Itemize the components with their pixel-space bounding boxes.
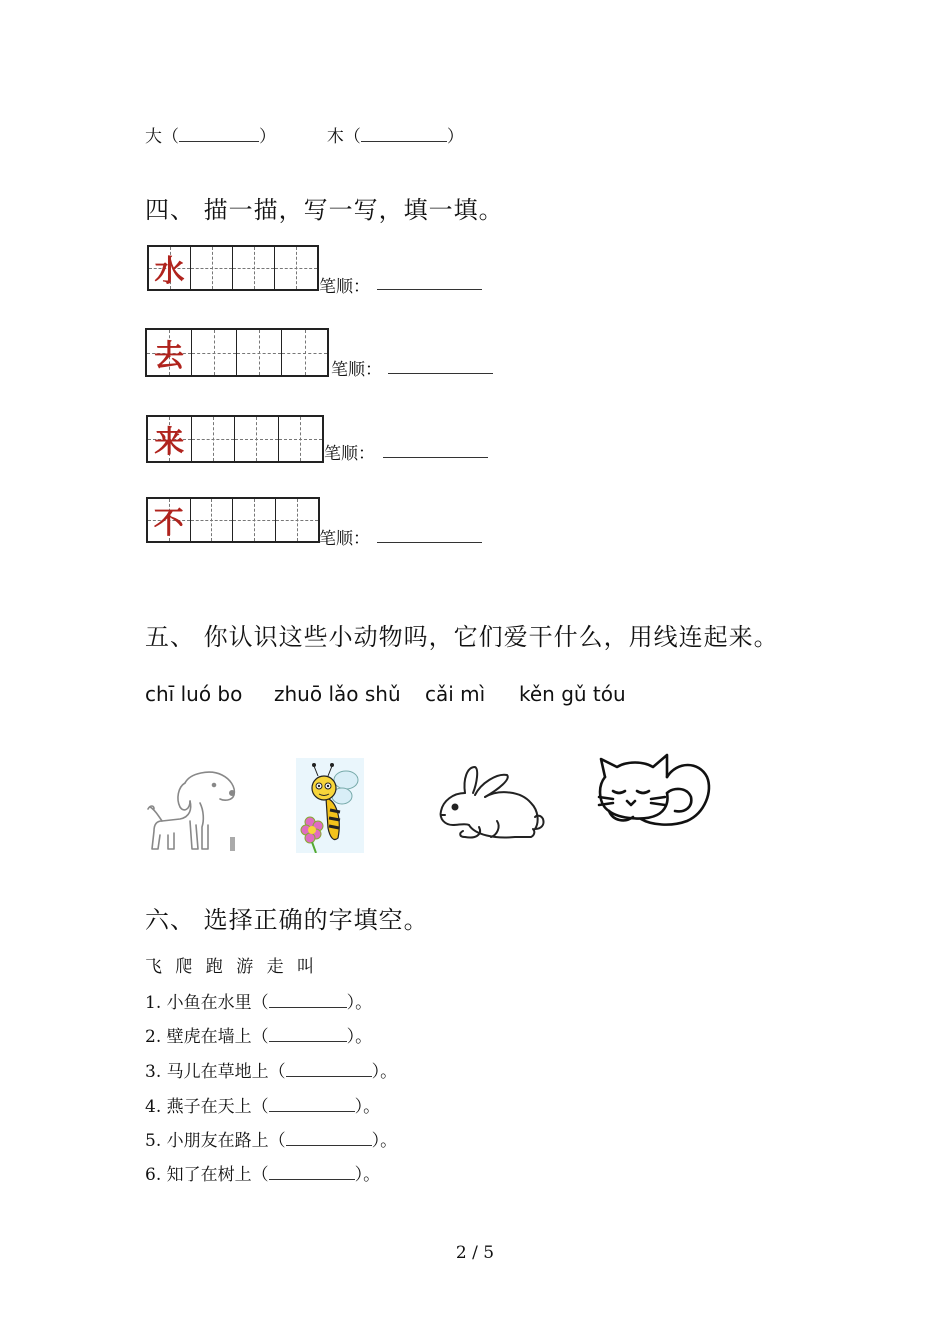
word-options: 飞 爬 跑 游 走 叫 bbox=[145, 957, 315, 977]
cat-drawing[interactable] bbox=[595, 747, 713, 829]
grid-cell[interactable] bbox=[279, 417, 323, 461]
grid-cell[interactable] bbox=[191, 499, 234, 541]
pinyin-3[interactable]: cǎi mì bbox=[425, 682, 486, 706]
writing-grid-4[interactable] bbox=[146, 497, 320, 543]
grid-cell[interactable] bbox=[192, 417, 236, 461]
sample-char: 去 bbox=[154, 338, 184, 374]
stroke-order-blank[interactable] bbox=[377, 288, 482, 290]
sample-char: 来 bbox=[154, 425, 185, 460]
sample-char: 不 bbox=[153, 506, 184, 541]
rabbit-drawing[interactable] bbox=[435, 765, 547, 845]
stroke-label: 笔顺： bbox=[319, 277, 370, 297]
question-2: 2. 壁虎在墙上（ ）。 bbox=[145, 1027, 373, 1047]
bee-drawing[interactable] bbox=[296, 758, 364, 853]
grid-cell[interactable] bbox=[233, 499, 276, 541]
section4-heading: 四、 描一描，写一写，填一填。 bbox=[145, 196, 504, 224]
question-3: 3. 马儿在草地上（ ）。 bbox=[145, 1062, 398, 1082]
pinyin-4[interactable]: kěn gǔ tóu bbox=[519, 682, 626, 706]
page-number: 2 / 5 bbox=[455, 1243, 495, 1263]
stroke-label: 笔顺： bbox=[324, 444, 375, 464]
grid-cell bbox=[149, 247, 191, 289]
question-1: 1. 小鱼在水里（ ）。 bbox=[145, 993, 373, 1013]
answer-blank-5[interactable] bbox=[286, 1129, 372, 1146]
item2-blank[interactable] bbox=[361, 125, 447, 142]
grid-cell[interactable] bbox=[282, 330, 327, 375]
answer-blank-6[interactable] bbox=[269, 1163, 355, 1180]
pinyin-2[interactable]: zhuō lǎo shǔ bbox=[274, 682, 401, 706]
stroke-order-blank[interactable] bbox=[377, 541, 482, 543]
item1-char: 大 bbox=[145, 127, 162, 147]
writing-grid-1[interactable] bbox=[147, 245, 319, 291]
grid-cell[interactable] bbox=[237, 330, 282, 375]
stroke-label: 笔顺： bbox=[331, 360, 382, 380]
question-6: 6. 知了在树上（ ）。 bbox=[145, 1165, 381, 1185]
stroke-label: 笔顺： bbox=[319, 529, 370, 549]
grid-cell[interactable] bbox=[275, 247, 317, 289]
fill-row: 大（ ） 木（ ） bbox=[145, 127, 464, 147]
answer-blank-4[interactable] bbox=[269, 1095, 355, 1112]
item1-blank[interactable] bbox=[179, 125, 259, 142]
grid-cell[interactable] bbox=[235, 417, 279, 461]
answer-blank-2[interactable] bbox=[269, 1025, 347, 1042]
grid-cell[interactable] bbox=[276, 499, 319, 541]
grid-cell bbox=[148, 499, 191, 541]
writing-grid-2[interactable] bbox=[145, 328, 329, 377]
answer-blank-3[interactable] bbox=[286, 1060, 372, 1077]
question-5: 5. 小朋友在路上（ ）。 bbox=[145, 1131, 398, 1151]
stroke-order-blank[interactable] bbox=[383, 456, 488, 458]
stroke-order-blank[interactable] bbox=[388, 372, 493, 374]
section6-heading: 六、 选择正确的字填空。 bbox=[145, 906, 429, 934]
grid-cell bbox=[147, 330, 192, 375]
writing-grid-3[interactable] bbox=[146, 415, 324, 463]
section5-heading: 五、 你认识这些小动物吗，它们爱干什么，用线连起来。 bbox=[145, 623, 779, 651]
answer-blank-1[interactable] bbox=[269, 991, 347, 1008]
sample-char: 水 bbox=[154, 254, 185, 289]
dog-drawing[interactable] bbox=[140, 765, 245, 855]
item2-char: 木 bbox=[326, 127, 344, 147]
grid-cell[interactable] bbox=[191, 247, 233, 289]
grid-cell bbox=[148, 417, 192, 461]
question-4: 4. 燕子在天上（ ）。 bbox=[145, 1097, 381, 1117]
grid-cell[interactable] bbox=[233, 247, 275, 289]
pinyin-1[interactable]: chī luó bo bbox=[145, 682, 243, 706]
grid-cell[interactable] bbox=[192, 330, 237, 375]
